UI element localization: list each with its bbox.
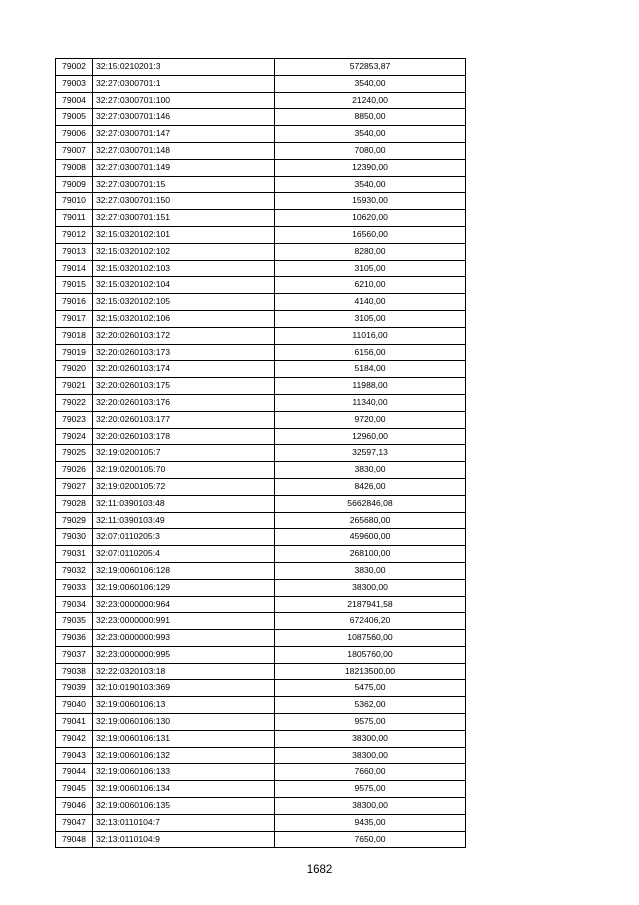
row-number-cell: 79029 — [56, 512, 93, 529]
cadastral-number-cell: 32:19:0060106:134 — [93, 781, 275, 798]
value-cell: 8426,00 — [275, 478, 466, 495]
row-number-cell: 79047 — [56, 814, 93, 831]
row-number-cell: 79028 — [56, 495, 93, 512]
value-cell: 11016,00 — [275, 327, 466, 344]
table-row — [56, 378, 466, 395]
cadastral-number-cell: 32:27:0300701:150 — [93, 193, 275, 210]
row-number-cell: 79012 — [56, 226, 93, 243]
table-row — [56, 747, 466, 764]
value-cell: 7080,00 — [275, 142, 466, 159]
row-number-cell: 79043 — [56, 747, 93, 764]
value-cell: 7660,00 — [275, 764, 466, 781]
row-number-cell: 79041 — [56, 714, 93, 731]
row-number-cell: 79020 — [56, 361, 93, 378]
row-number-cell: 79004 — [56, 92, 93, 109]
cadastral-number-cell: 32:15:0210201:3 — [93, 59, 275, 76]
row-number-cell: 79009 — [56, 176, 93, 193]
value-cell: 12960,00 — [275, 428, 466, 445]
row-number-cell: 79008 — [56, 159, 93, 176]
table-row — [56, 462, 466, 479]
row-number-cell: 79010 — [56, 193, 93, 210]
row-number-cell: 79042 — [56, 730, 93, 747]
value-cell: 11988,00 — [275, 378, 466, 395]
row-number-cell: 79038 — [56, 663, 93, 680]
table-row — [56, 495, 466, 512]
table-row — [56, 142, 466, 159]
row-number-cell: 79021 — [56, 378, 93, 395]
row-number-cell: 79023 — [56, 411, 93, 428]
cadastral-number-cell: 32:27:0300701:15 — [93, 176, 275, 193]
cadastral-number-cell: 32:10:0190103:369 — [93, 680, 275, 697]
cadastral-number-cell: 32:23:0000000:995 — [93, 646, 275, 663]
table-row — [56, 546, 466, 563]
cadastral-number-cell: 32:19:0060106:13 — [93, 697, 275, 714]
row-number-cell: 79048 — [56, 831, 93, 848]
row-number-cell: 79025 — [56, 445, 93, 462]
row-number-cell: 79034 — [56, 596, 93, 613]
cadastral-number-cell: 32:22:0320103:18 — [93, 663, 275, 680]
row-number-cell: 79045 — [56, 781, 93, 798]
cadastral-number-cell: 32:07:0110205:4 — [93, 546, 275, 563]
value-cell: 8850,00 — [275, 109, 466, 126]
table-row — [56, 579, 466, 596]
row-number-cell: 79013 — [56, 243, 93, 260]
cadastral-number-cell: 32:11:0390103:49 — [93, 512, 275, 529]
row-number-cell: 79022 — [56, 394, 93, 411]
table-row — [56, 59, 466, 76]
value-cell: 12390,00 — [275, 159, 466, 176]
value-cell: 9720,00 — [275, 411, 466, 428]
value-cell: 3540,00 — [275, 126, 466, 143]
table-row — [56, 814, 466, 831]
cadastral-number-cell: 32:27:0300701:147 — [93, 126, 275, 143]
table-row — [56, 193, 466, 210]
table-row — [56, 109, 466, 126]
cadastral-number-cell: 32:23:0000000:964 — [93, 596, 275, 613]
table-row — [56, 226, 466, 243]
table-row — [56, 630, 466, 647]
table-row — [56, 764, 466, 781]
table-row — [56, 646, 466, 663]
row-number-cell: 79027 — [56, 478, 93, 495]
value-cell: 21240,00 — [275, 92, 466, 109]
value-cell: 3830,00 — [275, 562, 466, 579]
value-cell: 32597,13 — [275, 445, 466, 462]
value-cell: 38300,00 — [275, 579, 466, 596]
table-row — [56, 327, 466, 344]
table-row — [56, 344, 466, 361]
cadastral-number-cell: 32:07:0110205:3 — [93, 529, 275, 546]
cadastral-number-cell: 32:19:0060106:130 — [93, 714, 275, 731]
cadastral-number-cell: 32:27:0300701:151 — [93, 210, 275, 227]
table-row — [56, 445, 466, 462]
row-number-cell: 79003 — [56, 75, 93, 92]
value-cell: 9435,00 — [275, 814, 466, 831]
table-body — [56, 59, 466, 848]
cadastral-number-cell: 32:20:0260103:172 — [93, 327, 275, 344]
cadastral-number-cell: 32:11:0390103:48 — [93, 495, 275, 512]
table-row — [56, 394, 466, 411]
value-cell: 672406,20 — [275, 613, 466, 630]
value-cell: 3830,00 — [275, 462, 466, 479]
cadastral-number-cell: 32:19:0060106:128 — [93, 562, 275, 579]
cadastral-number-cell: 32:20:0260103:177 — [93, 411, 275, 428]
table-row — [56, 126, 466, 143]
row-number-cell: 79039 — [56, 680, 93, 697]
cadastral-number-cell: 32:15:0320102:106 — [93, 310, 275, 327]
value-cell: 3540,00 — [275, 176, 466, 193]
value-cell: 16560,00 — [275, 226, 466, 243]
value-cell: 572853,87 — [275, 59, 466, 76]
table-row — [56, 277, 466, 294]
value-cell: 5184,00 — [275, 361, 466, 378]
cadastral-number-cell: 32:15:0320102:104 — [93, 277, 275, 294]
cadastral-number-cell: 32:23:0000000:991 — [93, 613, 275, 630]
cadastral-number-cell: 32:15:0320102:105 — [93, 294, 275, 311]
table-row — [56, 512, 466, 529]
table-row — [56, 294, 466, 311]
table-row — [56, 697, 466, 714]
value-cell: 459600,00 — [275, 529, 466, 546]
value-cell: 5362,00 — [275, 697, 466, 714]
row-number-cell: 79035 — [56, 613, 93, 630]
table-row — [56, 361, 466, 378]
row-number-cell: 79032 — [56, 562, 93, 579]
value-cell: 38300,00 — [275, 747, 466, 764]
cadastral-number-cell: 32:19:0200105:70 — [93, 462, 275, 479]
row-number-cell: 79044 — [56, 764, 93, 781]
value-cell: 15930,00 — [275, 193, 466, 210]
cadastral-number-cell: 32:15:0320102:102 — [93, 243, 275, 260]
table-row — [56, 243, 466, 260]
cadastral-number-cell: 32:15:0320102:103 — [93, 260, 275, 277]
table-row — [56, 714, 466, 731]
row-number-cell: 79046 — [56, 798, 93, 815]
table-row — [56, 613, 466, 630]
row-number-cell: 79030 — [56, 529, 93, 546]
value-cell: 38300,00 — [275, 730, 466, 747]
value-cell: 3105,00 — [275, 260, 466, 277]
value-cell: 38300,00 — [275, 798, 466, 815]
table-row — [56, 562, 466, 579]
value-cell: 8280,00 — [275, 243, 466, 260]
row-number-cell: 79040 — [56, 697, 93, 714]
cadastral-number-cell: 32:19:0200105:72 — [93, 478, 275, 495]
value-cell: 2187941,58 — [275, 596, 466, 613]
table-row — [56, 478, 466, 495]
value-cell: 9575,00 — [275, 781, 466, 798]
value-cell: 1805760,00 — [275, 646, 466, 663]
table-row — [56, 310, 466, 327]
cadastral-value-table — [55, 58, 466, 848]
cadastral-number-cell: 32:27:0300701:149 — [93, 159, 275, 176]
table-row — [56, 831, 466, 848]
row-number-cell: 79011 — [56, 210, 93, 227]
table-row — [56, 529, 466, 546]
cadastral-number-cell: 32:20:0260103:176 — [93, 394, 275, 411]
row-number-cell: 79014 — [56, 260, 93, 277]
value-cell: 268100,00 — [275, 546, 466, 563]
value-cell: 5662846,08 — [275, 495, 466, 512]
value-cell: 6156,00 — [275, 344, 466, 361]
value-cell: 11340,00 — [275, 394, 466, 411]
page-number: 1682 — [306, 864, 333, 876]
table-row — [56, 92, 466, 109]
cadastral-number-cell: 32:27:0300701:100 — [93, 92, 275, 109]
table-row — [56, 730, 466, 747]
row-number-cell: 79024 — [56, 428, 93, 445]
table-row — [56, 596, 466, 613]
table-row — [56, 663, 466, 680]
row-number-cell: 79002 — [56, 59, 93, 76]
row-number-cell: 79033 — [56, 579, 93, 596]
value-cell: 1087560,00 — [275, 630, 466, 647]
cadastral-number-cell: 32:19:0060106:133 — [93, 764, 275, 781]
cadastral-number-cell: 32:13:0110104:7 — [93, 814, 275, 831]
row-number-cell: 79026 — [56, 462, 93, 479]
table-row — [56, 798, 466, 815]
table-row — [56, 260, 466, 277]
table-row — [56, 680, 466, 697]
cadastral-number-cell: 32:20:0260103:175 — [93, 378, 275, 395]
value-cell: 10620,00 — [275, 210, 466, 227]
value-cell: 7650,00 — [275, 831, 466, 848]
cadastral-number-cell: 32:27:0300701:146 — [93, 109, 275, 126]
row-number-cell: 79007 — [56, 142, 93, 159]
cadastral-number-cell: 32:27:0300701:148 — [93, 142, 275, 159]
cadastral-number-cell: 32:19:0060106:135 — [93, 798, 275, 815]
table-row — [56, 781, 466, 798]
row-number-cell: 79017 — [56, 310, 93, 327]
table-row — [56, 210, 466, 227]
row-number-cell: 79031 — [56, 546, 93, 563]
cadastral-number-cell: 32:19:0060106:132 — [93, 747, 275, 764]
value-cell: 6210,00 — [275, 277, 466, 294]
table-row — [56, 428, 466, 445]
cadastral-number-cell: 32:15:0320102:101 — [93, 226, 275, 243]
row-number-cell: 79019 — [56, 344, 93, 361]
cadastral-number-cell: 32:19:0060106:129 — [93, 579, 275, 596]
value-cell: 3540,00 — [275, 75, 466, 92]
cadastral-number-cell: 32:20:0260103:174 — [93, 361, 275, 378]
cadastral-number-cell: 32:20:0260103:178 — [93, 428, 275, 445]
cadastral-number-cell: 32:23:0000000:993 — [93, 630, 275, 647]
cadastral-number-cell: 32:19:0200105:7 — [93, 445, 275, 462]
value-cell: 9575,00 — [275, 714, 466, 731]
row-number-cell: 79015 — [56, 277, 93, 294]
value-cell: 5475,00 — [275, 680, 466, 697]
value-cell: 18213500,00 — [275, 663, 466, 680]
value-cell: 3105,00 — [275, 310, 466, 327]
cadastral-number-cell: 32:27:0300701:1 — [93, 75, 275, 92]
table-row — [56, 411, 466, 428]
table-row — [56, 159, 466, 176]
row-number-cell: 79018 — [56, 327, 93, 344]
row-number-cell: 79005 — [56, 109, 93, 126]
row-number-cell: 79036 — [56, 630, 93, 647]
cadastral-number-cell: 32:20:0260103:173 — [93, 344, 275, 361]
table-row — [56, 75, 466, 92]
table-row — [56, 176, 466, 193]
value-cell: 265680,00 — [275, 512, 466, 529]
cadastral-number-cell: 32:19:0060106:131 — [93, 730, 275, 747]
row-number-cell: 79016 — [56, 294, 93, 311]
value-cell: 4140,00 — [275, 294, 466, 311]
row-number-cell: 79037 — [56, 646, 93, 663]
cadastral-number-cell: 32:13:0110104:9 — [93, 831, 275, 848]
row-number-cell: 79006 — [56, 126, 93, 143]
